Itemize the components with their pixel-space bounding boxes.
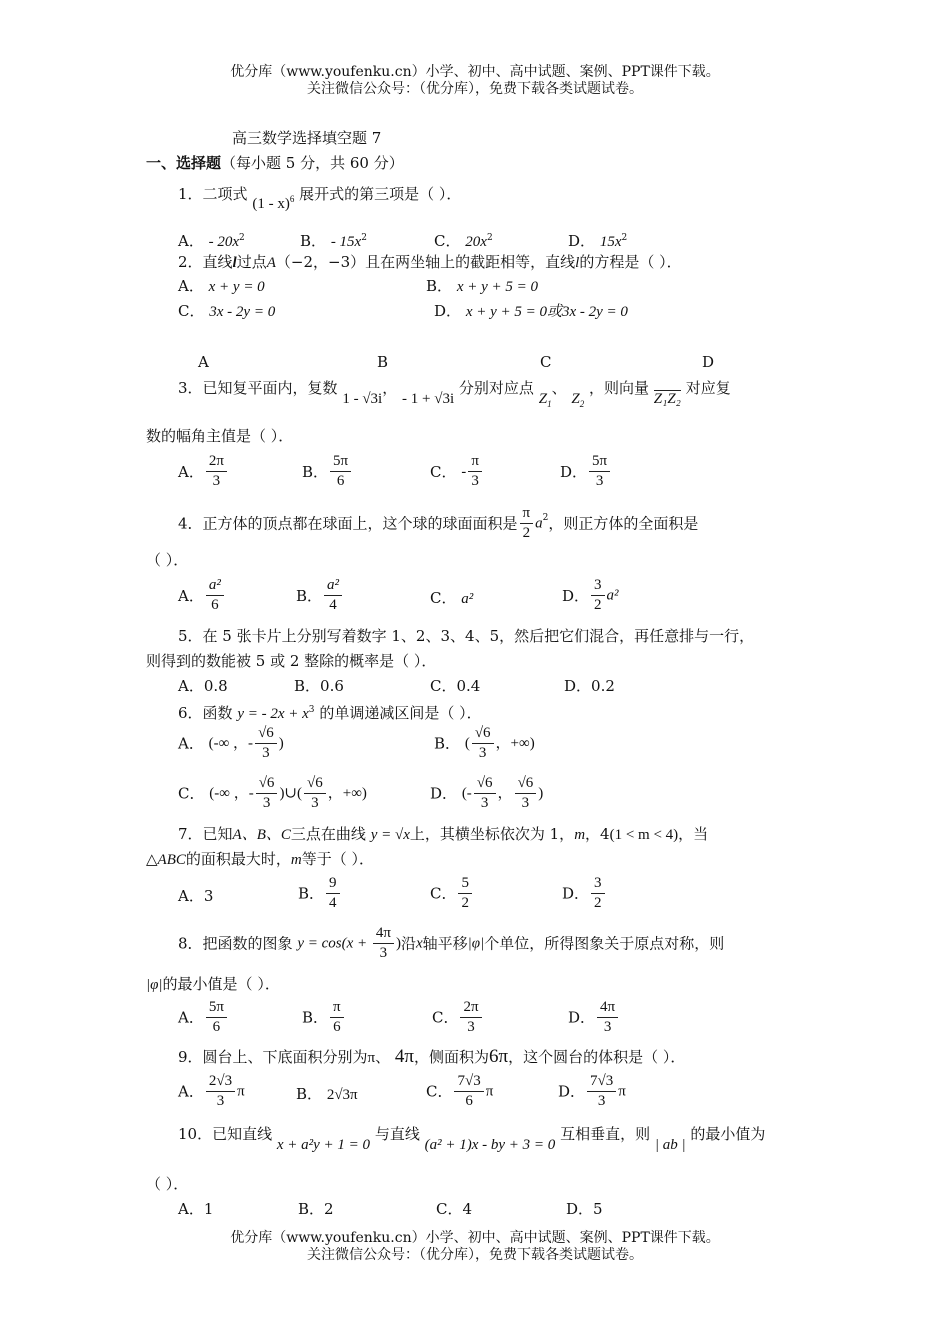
- q6-a-num: √6: [255, 724, 277, 744]
- q6-d-num1: √6: [474, 774, 496, 794]
- q7-option-c[interactable]: [430, 874, 474, 913]
- q5-option-b[interactable]: B．0.6: [294, 677, 344, 695]
- q2-text-a: 2．直线: [178, 253, 233, 271]
- q6-option-c[interactable]: [178, 774, 367, 813]
- q7-option-b[interactable]: [298, 874, 342, 913]
- q3-text: 3．已知复平面内，复数: [178, 379, 338, 397]
- q2-option-d[interactable]: [434, 301, 628, 322]
- q2-option-a[interactable]: [178, 276, 265, 297]
- q4-d-num: 3: [591, 576, 605, 596]
- q9-a-num: 2√3: [206, 1072, 235, 1092]
- q6-c-frac-2: [304, 774, 326, 813]
- q6-d-label: D．: [430, 784, 458, 803]
- q8-a-frac: [206, 998, 227, 1037]
- q6-cube: 3: [308, 705, 315, 715]
- q1-exp: 6: [289, 194, 295, 204]
- q3-d-label: D．: [560, 462, 588, 481]
- q8-c-label: C．: [432, 1008, 459, 1027]
- q3-p2: Z: [571, 391, 580, 407]
- q8-frac: [373, 924, 394, 963]
- q6-b-num: √6: [472, 724, 494, 744]
- q3-sep: ，: [382, 379, 398, 397]
- q1-c-label: C．: [434, 232, 461, 250]
- q1-option-b[interactable]: [300, 228, 367, 252]
- q8-option-b[interactable]: [302, 998, 346, 1037]
- q3-d-num: 5π: [589, 452, 610, 472]
- question-1: [178, 180, 462, 212]
- q6-d-den2: 3: [521, 795, 530, 811]
- q6-tail: 的单调递减区间是（ ）．: [319, 704, 482, 722]
- q8-b-frac: [330, 998, 344, 1037]
- q9-option-a[interactable]: [178, 1072, 245, 1111]
- q3-s1: 1: [547, 399, 552, 409]
- q3-a-den: 3: [212, 473, 221, 489]
- q7-d-den: 2: [594, 895, 602, 911]
- q7-options: [178, 874, 818, 918]
- q6-c-mid: )∪(: [279, 785, 302, 802]
- q2-a-label: A．: [178, 277, 204, 295]
- q10-option-c[interactable]: C．4: [436, 1200, 473, 1218]
- q1-c-value: 20x: [465, 234, 487, 250]
- q4-a: a: [535, 515, 543, 532]
- q7-m2: m: [290, 852, 302, 868]
- q10-mid: 与直线: [374, 1125, 420, 1143]
- q3-point-2: [571, 391, 584, 407]
- q5-option-d[interactable]: D．0.2: [564, 677, 615, 695]
- q9-b-label: B．: [296, 1085, 323, 1103]
- answer-b: B: [377, 353, 389, 371]
- q6-c-label: C．: [178, 784, 205, 803]
- q8-func: y = cos(x +: [297, 935, 371, 952]
- q2-d-value: x + y + 5 = 0或3x - 2y = 0: [465, 304, 628, 320]
- q10-option-d[interactable]: D．5: [566, 1200, 603, 1218]
- q8-option-c[interactable]: [432, 998, 484, 1037]
- q1-option-a[interactable]: [178, 228, 245, 252]
- q4-option-a[interactable]: [178, 576, 226, 615]
- question-9: [178, 1047, 685, 1068]
- q7-text: 7．已知: [178, 825, 233, 843]
- q4-c-value: a²: [461, 591, 474, 607]
- q6-c-den1: 3: [262, 795, 271, 811]
- q6-a-den: 3: [262, 745, 270, 761]
- q4-b-frac: [324, 576, 342, 615]
- q7-m: m: [574, 827, 586, 843]
- q4-a-num: a²: [206, 576, 224, 596]
- q7-curve: y = √x: [370, 827, 410, 843]
- q10-option-b[interactable]: B．2: [298, 1200, 334, 1218]
- q6-d-frac-2: [515, 774, 537, 813]
- q8-tail: 个单位，所得图象关于原点对称，则: [484, 934, 725, 953]
- q1-d-sup: 2: [621, 233, 628, 243]
- question-2: [178, 252, 682, 273]
- q8-x: x: [415, 935, 423, 952]
- q7-line2b: 的面积最大时，: [185, 850, 291, 868]
- q4-option-d[interactable]: [562, 576, 619, 615]
- section-heading: [146, 153, 404, 173]
- q5-line-1: 5．在 5 张卡片上分别写着数字 1、2、3、4、5，然后把它们混合，再任意排与一行，: [178, 627, 755, 645]
- q1-option-c[interactable]: [434, 228, 493, 252]
- q9-dun: 、: [375, 1048, 391, 1066]
- q7-a-value: 3: [203, 887, 214, 905]
- q8-option-d[interactable]: [568, 998, 620, 1037]
- q7-triangle: △: [146, 850, 158, 868]
- q3-c-frac: [468, 452, 482, 491]
- q4-d-den: 2: [594, 597, 602, 613]
- q6-b-right: ，+∞): [495, 735, 535, 752]
- q8-close: ): [395, 935, 401, 952]
- q2-option-b[interactable]: [426, 276, 538, 297]
- q8-c-den: 3: [467, 1019, 475, 1035]
- q6-a-left: (-∞ ，-: [208, 735, 254, 752]
- q8-den: 3: [379, 945, 388, 961]
- q3-d-den: 3: [595, 473, 604, 489]
- q9-c-num: 7√3: [454, 1072, 483, 1092]
- q1-b-sup: 2: [361, 233, 367, 243]
- q8-b-label: B．: [302, 1008, 329, 1027]
- q7-b-frac: [326, 874, 340, 913]
- question-3: [178, 378, 731, 409]
- q2-a-value: x + y = 0: [208, 279, 265, 295]
- q1-c-sup: 2: [486, 233, 493, 243]
- q2-l: l: [232, 255, 237, 271]
- q2-d-label: D．: [434, 302, 462, 320]
- q3-p1: Z: [538, 391, 548, 407]
- q3-c-label: C．: [430, 462, 457, 481]
- q8-d-frac: [597, 998, 618, 1037]
- q9-s2: 4π: [394, 1046, 415, 1067]
- q7-option-a[interactable]: [178, 886, 213, 906]
- q6-b-label: B．: [434, 734, 461, 753]
- q9-c-frac: [454, 1072, 483, 1111]
- q8-num: 4π: [373, 924, 394, 944]
- header-line-1: 优分库（www.youfenku.cn）小学、初中、高中试题、案例、PPT课件下载。: [230, 64, 720, 80]
- q9-d-frac: [587, 1072, 616, 1111]
- q1-a-value: - 20x: [208, 234, 240, 250]
- q6-options-row1: [178, 724, 818, 768]
- q2-b-label: B．: [426, 277, 453, 295]
- q7-b-den: 4: [329, 895, 337, 911]
- q6-c-frac-1: [256, 774, 278, 813]
- q10-option-a[interactable]: A．1: [178, 1200, 214, 1218]
- q1-tail: 展开式的第三项是（ ）．: [299, 185, 462, 203]
- q2-text-b: 过点: [236, 253, 267, 271]
- q9-option-d[interactable]: [558, 1072, 626, 1111]
- q10-text: 10．已知直线: [178, 1125, 273, 1143]
- q9-s3: 6π: [489, 1046, 509, 1067]
- q3-vector: Z₁Z₂: [653, 391, 681, 407]
- q1-expr: [252, 196, 294, 212]
- q3-option-a[interactable]: [178, 452, 229, 491]
- q4-b-label: B．: [296, 586, 323, 605]
- q8-options: [178, 998, 818, 1042]
- q1-b-label: B．: [300, 232, 327, 250]
- q3-mid: 分别对应点: [458, 379, 534, 397]
- q6-d-left: (-: [461, 785, 472, 802]
- q8-c-num: 2π: [460, 998, 481, 1018]
- q7-line-2: [146, 849, 374, 870]
- q7-b-label: B．: [298, 884, 325, 903]
- q3-option-c[interactable]: [430, 452, 484, 491]
- footer-line-2: 关注微信公众号：（优分库），免费下载各类试题试卷。: [307, 1247, 643, 1263]
- q1-d-label: D．: [568, 232, 596, 250]
- q9-s1: π: [367, 1050, 376, 1066]
- q3-b-frac: [330, 452, 351, 491]
- q3-z2: - 1 + √3i: [402, 391, 455, 407]
- q3-line-2: 数的幅角主值是（ ）．: [146, 427, 294, 445]
- q9-option-b[interactable]: [296, 1084, 358, 1105]
- q9-c-pi: π: [485, 1083, 494, 1100]
- q8-d-den: 3: [603, 1019, 612, 1035]
- q6-d-right: ): [538, 785, 544, 802]
- q3-c-neg: -: [461, 462, 467, 481]
- q9-mid: ，侧面积为: [414, 1048, 490, 1066]
- q3-options: [178, 452, 818, 496]
- q9-d-num: 7√3: [587, 1072, 616, 1092]
- q9-a-label: A．: [178, 1082, 204, 1101]
- q4-text: 4．正方体的顶点都在球面上，这个球的球面面积是: [178, 514, 518, 533]
- q7-d-frac: [591, 874, 605, 913]
- doc-title: 高三数学选择填空题 7: [232, 129, 382, 147]
- q1-a-label: A．: [178, 232, 204, 250]
- q9-b-value: 2√3π: [326, 1087, 358, 1103]
- q7-abc: ABC: [157, 852, 186, 868]
- q7-post: 上，其横坐标依次为 1，: [409, 825, 575, 843]
- answer-c: C: [540, 353, 552, 371]
- q8-text: 8．把函数的图象: [178, 934, 293, 953]
- q10-ab: | ab |: [654, 1137, 686, 1153]
- q9-d-den: 3: [597, 1093, 606, 1109]
- q4-num: π: [520, 504, 534, 524]
- q1-text: 1．二项式: [178, 185, 248, 203]
- section-note: （每小题 5 分，共 60 分）: [221, 154, 404, 172]
- q7-d-num: 3: [591, 874, 605, 894]
- q7-c-frac: [458, 874, 472, 913]
- q2-text-c: （−2，−3）且在两坐轴上的截距相等，直线: [275, 253, 576, 271]
- q9-d-label: D．: [558, 1082, 586, 1101]
- q8-line2b: 的最小值是（ ）．: [162, 975, 280, 993]
- q6-option-a[interactable]: [178, 724, 284, 763]
- q4-option-c[interactable]: [430, 588, 473, 609]
- q3-c-den: 3: [471, 473, 479, 489]
- q4-b-num: a²: [324, 576, 342, 596]
- q10-line-1: x + a²y + 1 = 0: [276, 1137, 371, 1153]
- section-name: 一、选择题: [146, 154, 222, 172]
- q3-option-b[interactable]: [302, 452, 353, 491]
- q4-sq: 2: [542, 512, 549, 523]
- q3-d-frac: [589, 452, 610, 491]
- q3-option-d[interactable]: [560, 452, 612, 491]
- q8-b-num: π: [330, 998, 344, 1018]
- q9-d-pi: π: [618, 1083, 626, 1100]
- q7-cond: (1 < m < 4): [609, 827, 679, 843]
- q8-d-label: D．: [568, 1008, 596, 1027]
- question-10: [178, 1124, 766, 1153]
- q5-line-2: 则得到的数能被 5 或 2 整除的概率是（ ）．: [146, 652, 437, 670]
- header-line-2: 关注微信公众号：（优分库），免费下载各类试题试卷。: [307, 81, 643, 97]
- q4-c-label: C．: [430, 589, 457, 607]
- q6-b-left: (: [464, 735, 470, 752]
- q4-a-frac: [206, 576, 224, 615]
- q9-a-den: 3: [216, 1093, 225, 1109]
- q3-z1: 1 - √3i: [342, 391, 383, 407]
- q3-post1: ，则向量: [588, 379, 649, 397]
- q3-point-1: [539, 391, 552, 407]
- q6-func: y = - 2x + x: [237, 706, 309, 722]
- answer-d: D: [702, 353, 715, 371]
- q7-c-num: 5: [458, 874, 472, 894]
- q8-c-frac: [460, 998, 481, 1037]
- q1-b-value: - 15x: [330, 234, 362, 250]
- q4-d-tail: a²: [606, 587, 619, 604]
- q8-mid2: 轴平移: [422, 934, 468, 953]
- q10-line-2: （ ）．: [146, 1175, 189, 1193]
- q8-a-label: A．: [178, 1008, 204, 1027]
- q5-option-a[interactable]: A．0.8: [178, 677, 228, 695]
- q2-c-value: 3x - 2y = 0: [209, 304, 276, 320]
- q9-tail: ，这个圆台的体积是（ ）．: [508, 1048, 686, 1066]
- q6-options-row2: [178, 774, 818, 818]
- q7-a-label: A．: [178, 887, 204, 905]
- q6-d-den1: 3: [480, 795, 489, 811]
- q3-a-label: A．: [178, 462, 204, 481]
- q2-c-label: C．: [178, 302, 205, 320]
- q4-tail: ，则正方体的全面积是: [548, 514, 699, 533]
- q8-phi2: |φ|: [146, 977, 163, 993]
- q7-mid: 三点在曲线: [290, 825, 366, 843]
- question-6: [178, 700, 482, 724]
- q8-b-den: 6: [333, 1019, 341, 1035]
- q1-option-d[interactable]: [568, 228, 627, 252]
- q3-b-num: 5π: [330, 452, 351, 472]
- q7-b-num: 9: [326, 874, 340, 894]
- q2-b-value: x + y + 5 = 0: [456, 279, 538, 295]
- q3-c-num: π: [468, 452, 482, 472]
- q4-d-label: D．: [562, 586, 590, 605]
- q4-options: [178, 576, 818, 620]
- q10-post: 互相垂直，则: [560, 1125, 651, 1143]
- q7-post2: ，4: [585, 825, 610, 843]
- q4-frac: [520, 504, 534, 543]
- q2-point: A: [266, 255, 276, 271]
- q6-option-d[interactable]: [430, 774, 543, 813]
- q9-option-c[interactable]: [426, 1072, 493, 1111]
- q3-a-frac: [206, 452, 227, 491]
- q4-den: 2: [522, 525, 531, 541]
- q6-c-den2: 3: [311, 795, 319, 811]
- q4-b-den: 4: [329, 597, 337, 613]
- q6-b-frac: [472, 724, 494, 763]
- q7-line2c: 等于（ ）．: [301, 850, 375, 868]
- q4-d-frac: [591, 576, 605, 615]
- q4-a-den: 6: [211, 597, 219, 613]
- q8-a-num: 5π: [206, 998, 227, 1018]
- q7-c-label: C．: [430, 884, 457, 903]
- q3-b-den: 6: [336, 473, 345, 489]
- q7-post3: ，当: [678, 825, 709, 843]
- q6-d-num2: √6: [515, 774, 537, 794]
- q2-l2: l: [575, 255, 580, 271]
- q9-c-den: 6: [465, 1093, 473, 1109]
- question-4: [178, 504, 698, 544]
- question-7: [178, 824, 708, 845]
- q2-option-c[interactable]: [178, 301, 275, 322]
- q6-text: 6．函数: [178, 704, 233, 722]
- q8-a-den: 6: [212, 1019, 221, 1035]
- q7-option-d[interactable]: [562, 874, 607, 913]
- q8-phi: |φ|: [467, 935, 485, 952]
- q10-post2: 的最小值为: [690, 1125, 766, 1143]
- q9-c-label: C．: [426, 1082, 453, 1101]
- q6-a-frac: [255, 724, 277, 763]
- page-header: [0, 64, 950, 98]
- q9-a-frac: [206, 1072, 235, 1111]
- q3-dun: 、: [551, 379, 567, 397]
- q1-d-value: 15x: [599, 234, 622, 250]
- q7-d-label: D．: [562, 884, 590, 903]
- q9-options: [178, 1072, 818, 1116]
- q6-d-mid: ，: [497, 785, 513, 802]
- question-8: [178, 924, 724, 968]
- q8-mid: 沿: [400, 934, 416, 953]
- q6-c-num1: √6: [256, 774, 278, 794]
- q5-option-c[interactable]: C．0.4: [430, 677, 481, 695]
- q7-points: A、B、C: [232, 827, 291, 843]
- q8-d-num: 4π: [597, 998, 618, 1018]
- q6-a-right: ): [278, 735, 284, 752]
- q3-post2: 对应复: [685, 379, 731, 397]
- q7-c-den: 2: [461, 895, 469, 911]
- q9-text: 9．圆台上、下底面积分别为: [178, 1048, 368, 1066]
- footer-line-1: 优分库（www.youfenku.cn）小学、初中、高中试题、案例、PPT课件下载。: [230, 1230, 720, 1246]
- q3-a-num: 2π: [206, 452, 227, 472]
- q10-line-2-eq: (a² + 1)x - by + 3 = 0: [424, 1137, 556, 1153]
- q6-a-label: A．: [178, 734, 204, 753]
- answer-a: A: [198, 353, 209, 371]
- q6-option-b[interactable]: [434, 724, 535, 763]
- q2-text-d: 的方程是（ ）．: [579, 253, 682, 271]
- q4-a-label: A．: [178, 586, 204, 605]
- q6-c-left: (-∞ ，-: [209, 785, 254, 802]
- q3-b-label: B．: [302, 462, 329, 481]
- q8-line-2: [146, 974, 280, 995]
- q1-a-sup: 2: [239, 233, 245, 243]
- q6-d-frac-1: [474, 774, 496, 813]
- q1-base: (1 - x): [252, 196, 290, 212]
- q9-a-pi: π: [237, 1083, 245, 1100]
- q3-s2: 2: [579, 399, 585, 409]
- q6-b-den: 3: [478, 745, 487, 761]
- q6-c-num2: √6: [304, 774, 326, 794]
- q8-option-a[interactable]: [178, 998, 229, 1037]
- q4-line-2: （ ）．: [146, 551, 189, 569]
- q4-option-b[interactable]: [296, 576, 344, 615]
- page-footer: [0, 1230, 950, 1264]
- q6-c-right: ，+∞): [327, 785, 367, 802]
